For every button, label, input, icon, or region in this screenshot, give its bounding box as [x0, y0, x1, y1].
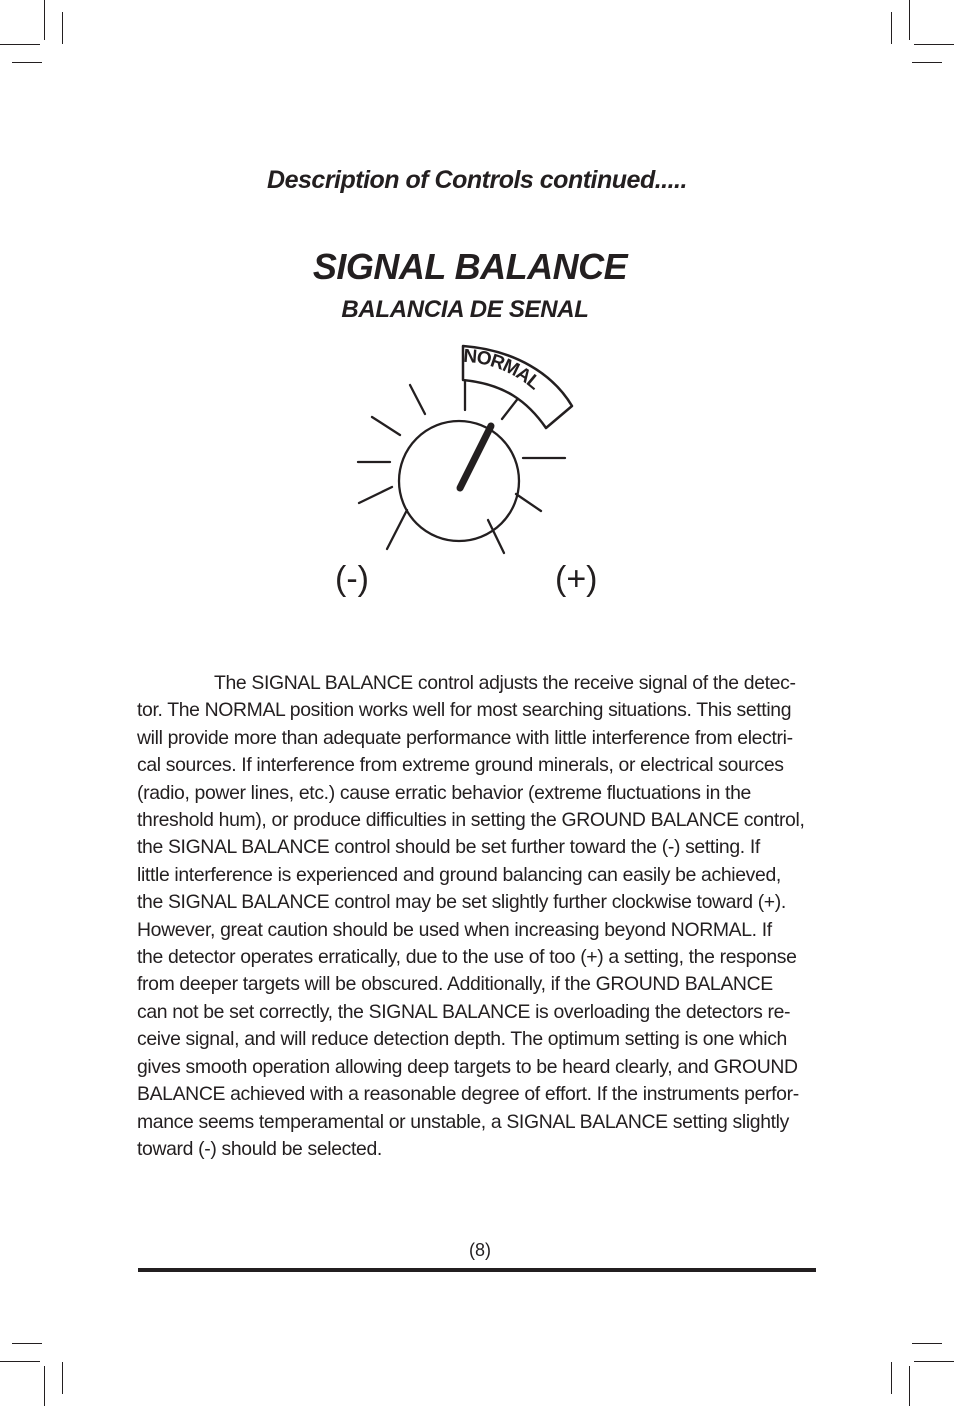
body-line: can not be set correctly, the SIGNAL BALANCE is overloading the detectors re-: [137, 1000, 791, 1023]
page-subtitle: BALANCIA DE SENAL: [341, 296, 589, 323]
page-title: SIGNAL BALANCE: [312, 246, 628, 287]
section-header: Description of Controls continued.....: [267, 166, 687, 194]
body-line: from deeper targets will be obscured. Additionally, if the GROUND BALANCE: [137, 973, 773, 996]
body-line: threshold hum), or produce difficulties in setting the GROUND BALANCE control,: [137, 809, 805, 832]
body-line: ceive signal, and will reduce detection depth. The optimum setting is one which: [137, 1028, 787, 1051]
body-line: the SIGNAL BALANCE control may be set slightly further clockwise toward (+).: [137, 891, 786, 914]
body-line: The SIGNAL BALANCE control adjusts the receive signal of the detec-: [214, 672, 796, 694]
body-line: will provide more than adequate performance with little interference from electri-: [137, 726, 793, 749]
body-line: gives smooth operation allowing deep targets to be heard clearly, and GROUND: [137, 1055, 798, 1078]
dial-knob: [399, 421, 519, 541]
dial-pointer: [460, 426, 491, 488]
page-number: (8): [469, 1240, 491, 1260]
body-line: mance seems temperamental or unstable, a SIGNAL BALANCE setting slightly: [137, 1110, 789, 1133]
body-line: little interference is experienced and ground balancing can easily be achieved,: [137, 863, 781, 886]
footer-rule: [138, 1268, 816, 1272]
body-line: tor. The NORMAL position works well for most searching situations. This setting: [137, 699, 792, 722]
body-line: toward (-) should be selected.: [137, 1137, 382, 1160]
body-line: However, great caution should be used when increasing beyond NORMAL. If: [137, 918, 772, 941]
body-line: BALANCE achieved with a reasonable degree of effort. If the instruments perfor-: [137, 1083, 799, 1106]
body-paragraph: [137, 670, 817, 1163]
normal-label: NORMAL: [462, 345, 544, 394]
minus-label: (-): [335, 560, 369, 598]
body-line: the detector operates erratically, due to the use of too (+) a setting, the response: [137, 946, 797, 969]
plus-label: (+): [555, 560, 598, 598]
body-line: cal sources. If interference from extreme ground minerals, or electrical sources: [137, 754, 784, 777]
body-line: (radio, power lines, etc.) cause erratic behavior (extreme fluctuations in the: [137, 781, 751, 804]
signal-balance-dial-diagram: [330, 340, 600, 605]
body-line: the SIGNAL BALANCE control should be set further toward the (-) setting. If: [137, 836, 760, 859]
